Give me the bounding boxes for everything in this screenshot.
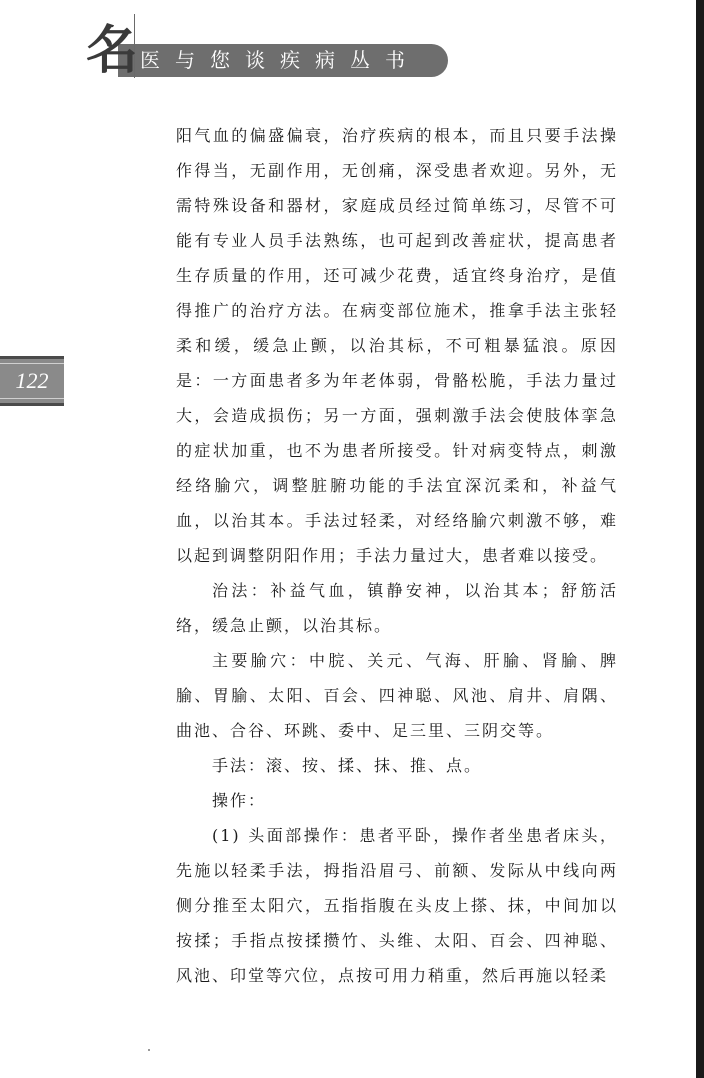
paragraph: (1) 头面部操作：患者平卧，操作者坐患者床头，先施以轻柔手法，拇指沿眉弓、前额、发际从中线向两侧分推至太阳穴，五指指腹在头皮上搽、抹，中间加以按揉；手指点按揉攒竹、头维、太阳、百会、四神聪、风池、印堂等穴位，点按可用力稍重，然后再施以轻柔 [176, 826, 618, 985]
page-edge [696, 0, 704, 1078]
page-number-tab [0, 356, 64, 406]
paragraph: 治法：补益气血，镇静安神，以治其本；舒筋活络，缓急止颤，以治其标。 [176, 581, 618, 635]
paragraph: 手法：滚、按、揉、抹、推、点。 [212, 756, 483, 775]
series-title: 医与您谈疾病丛书 [140, 48, 420, 72]
paragraph: 操作： [212, 791, 267, 810]
series-logo: 名 [86, 21, 139, 81]
speck [148, 1049, 150, 1051]
paragraph: 主要腧穴：中脘、关元、气海、肝腧、肾腧、脾腧、胃腧、太阳、百会、四神聪、风池、肩井、肩隅、曲池、合谷、环跳、委中、足三里、三阴交等。 [176, 651, 618, 740]
body-text [176, 118, 618, 993]
paragraph: 阳气血的偏盛偏衰，治疗疾病的根本，而且只要手法操作得当，无副作用，无创痛，深受患者欢迎。另外，无需特殊设备和器材，家庭成员经过简单练习，尽管不可能有专业人员手法熟练，也可起到改善症状，提高患者生存质量的作用，还可减少花费，适宜终身治疗，是值得推广的治疗方法。在病变部位施术，推拿手法主张轻柔和缓，缓急止颤，以治其标，不可粗暴猛浪。原因是：一方面患者多为年老体弱，骨骼松脆，手法力量过大，会造成损伤；另一方面，强刺激手法会使肢体挛急的症状加重，也不为患者所接受。针对病变特点，刺激经络腧穴，调整脏腑功能的手法宜深沉柔和，补益气血，以治其本。手法过轻柔，对经络腧穴刺激不够，难以起到调整阴阳作用；手法力量过大，患者难以接受。 [176, 126, 618, 565]
page-number: 122 [15, 368, 49, 393]
